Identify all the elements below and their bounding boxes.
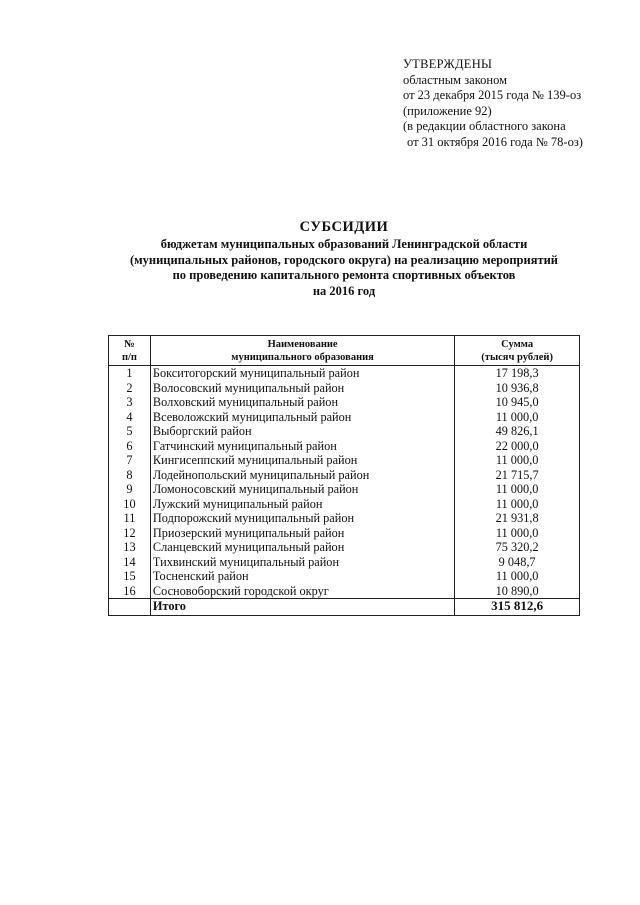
table-row (109, 381, 580, 396)
row-number: 2 (109, 381, 151, 396)
row-number: 6 (109, 439, 151, 454)
row-name: Подпорожский муниципальный район (150, 511, 454, 526)
row-number: 1 (109, 366, 151, 381)
approval-line: (в редакции областного закона (403, 119, 566, 134)
row-sum: 9 048,7 (455, 555, 580, 570)
document-title (80, 220, 608, 299)
row-number: 11 (109, 511, 151, 526)
header-num-line: п/п (121, 352, 137, 363)
table-row (109, 540, 580, 555)
row-sum: 75 320,2 (455, 540, 580, 555)
header-sum (455, 336, 580, 366)
total-sum: 315 812,6 (455, 599, 580, 616)
approval-line: от 31 октября 2016 года № 78-оз) (407, 134, 583, 149)
row-number: 9 (109, 482, 151, 497)
row-number: 13 (109, 540, 151, 555)
header-name (150, 336, 454, 366)
row-name: Тосненский район (150, 569, 454, 584)
table-row (109, 569, 580, 584)
approval-line: от 23 декабря 2015 года № 139-оз (403, 88, 582, 103)
row-sum: 11 000,0 (455, 453, 580, 468)
row-number: 10 (109, 497, 151, 512)
row-sum: 22 000,0 (455, 439, 580, 454)
table-row (109, 526, 580, 541)
row-name: Лужский муниципальный район (150, 497, 454, 512)
approval-stamp (403, 57, 633, 151)
row-number: 12 (109, 526, 151, 541)
table-row (109, 497, 580, 512)
row-sum: 11 000,0 (455, 482, 580, 497)
table-row (109, 424, 580, 439)
table-row (109, 366, 580, 381)
row-name: Бокситогорский муниципальный район (150, 366, 454, 381)
row-name: Выборгский район (150, 424, 454, 439)
header-num-line: № (124, 339, 135, 350)
row-sum: 10 890,0 (455, 584, 580, 599)
row-name: Тихвинский муниципальный район (150, 555, 454, 570)
subsidies-table (108, 335, 580, 616)
row-name: Лодейнопольский муниципальный район (150, 468, 454, 483)
table-row (109, 395, 580, 410)
table-row (109, 468, 580, 483)
row-number: 7 (109, 453, 151, 468)
table-row (109, 410, 580, 425)
row-sum: 11 000,0 (455, 497, 580, 512)
title-line: на 2016 год (312, 283, 376, 298)
table-row (109, 439, 580, 454)
table-row (109, 584, 580, 599)
row-number: 3 (109, 395, 151, 410)
row-sum: 11 000,0 (455, 410, 580, 425)
row-name: Сланцевский муниципальный район (150, 540, 454, 555)
approval-line: (приложение 92) (403, 103, 492, 118)
row-name: Волховский муниципальный район (150, 395, 454, 410)
approval-title: УТВЕРЖДЕНЫ (403, 57, 493, 71)
row-sum: 11 000,0 (455, 526, 580, 541)
table-row (109, 482, 580, 497)
row-sum: 11 000,0 (455, 569, 580, 584)
header-name-line: Наименование (267, 339, 338, 350)
row-name: Всеволожский муниципальный район (150, 410, 454, 425)
row-number: 4 (109, 410, 151, 425)
total-label: Итого (150, 599, 454, 616)
row-sum: 21 715,7 (455, 468, 580, 483)
row-name: Сосновоборский городской округ (150, 584, 454, 599)
title-line: по проведению капитального ремонта спортивных объектов (172, 268, 516, 283)
row-number: 5 (109, 424, 151, 439)
row-name: Гатчинский муниципальный район (150, 439, 454, 454)
row-sum: 21 931,8 (455, 511, 580, 526)
row-number: 16 (109, 584, 151, 599)
total-number-cell (109, 599, 151, 616)
table-row (109, 453, 580, 468)
header-sum-line: Сумма (501, 339, 534, 350)
title-line: бюджетам муниципальных образований Ленинградской области (160, 237, 528, 252)
row-name: Приозерский муниципальный район (150, 526, 454, 541)
header-sum-line: (тысяч рублей) (481, 352, 553, 363)
approval-line: областным законом (403, 72, 508, 87)
header-num (109, 336, 151, 366)
row-sum: 17 198,3 (455, 366, 580, 381)
title-line: (муниципальных районов, городского округа) на реализацию мероприятий (129, 252, 559, 267)
table-row (109, 511, 580, 526)
row-name: Кингисеппский муниципальный район (150, 453, 454, 468)
row-sum: 10 936,8 (455, 381, 580, 396)
title-main: СУБСИДИИ (299, 219, 389, 235)
row-number: 15 (109, 569, 151, 584)
row-name: Ломоносовский муниципальный район (150, 482, 454, 497)
row-number: 8 (109, 468, 151, 483)
header-name-line: муниципального образования (231, 352, 374, 363)
row-sum: 49 826,1 (455, 424, 580, 439)
row-number: 14 (109, 555, 151, 570)
row-name: Волосовский муниципальный район (150, 381, 454, 396)
table-row (109, 555, 580, 570)
table-header-row (109, 336, 580, 366)
total-row (109, 599, 580, 616)
row-sum: 10 945,0 (455, 395, 580, 410)
